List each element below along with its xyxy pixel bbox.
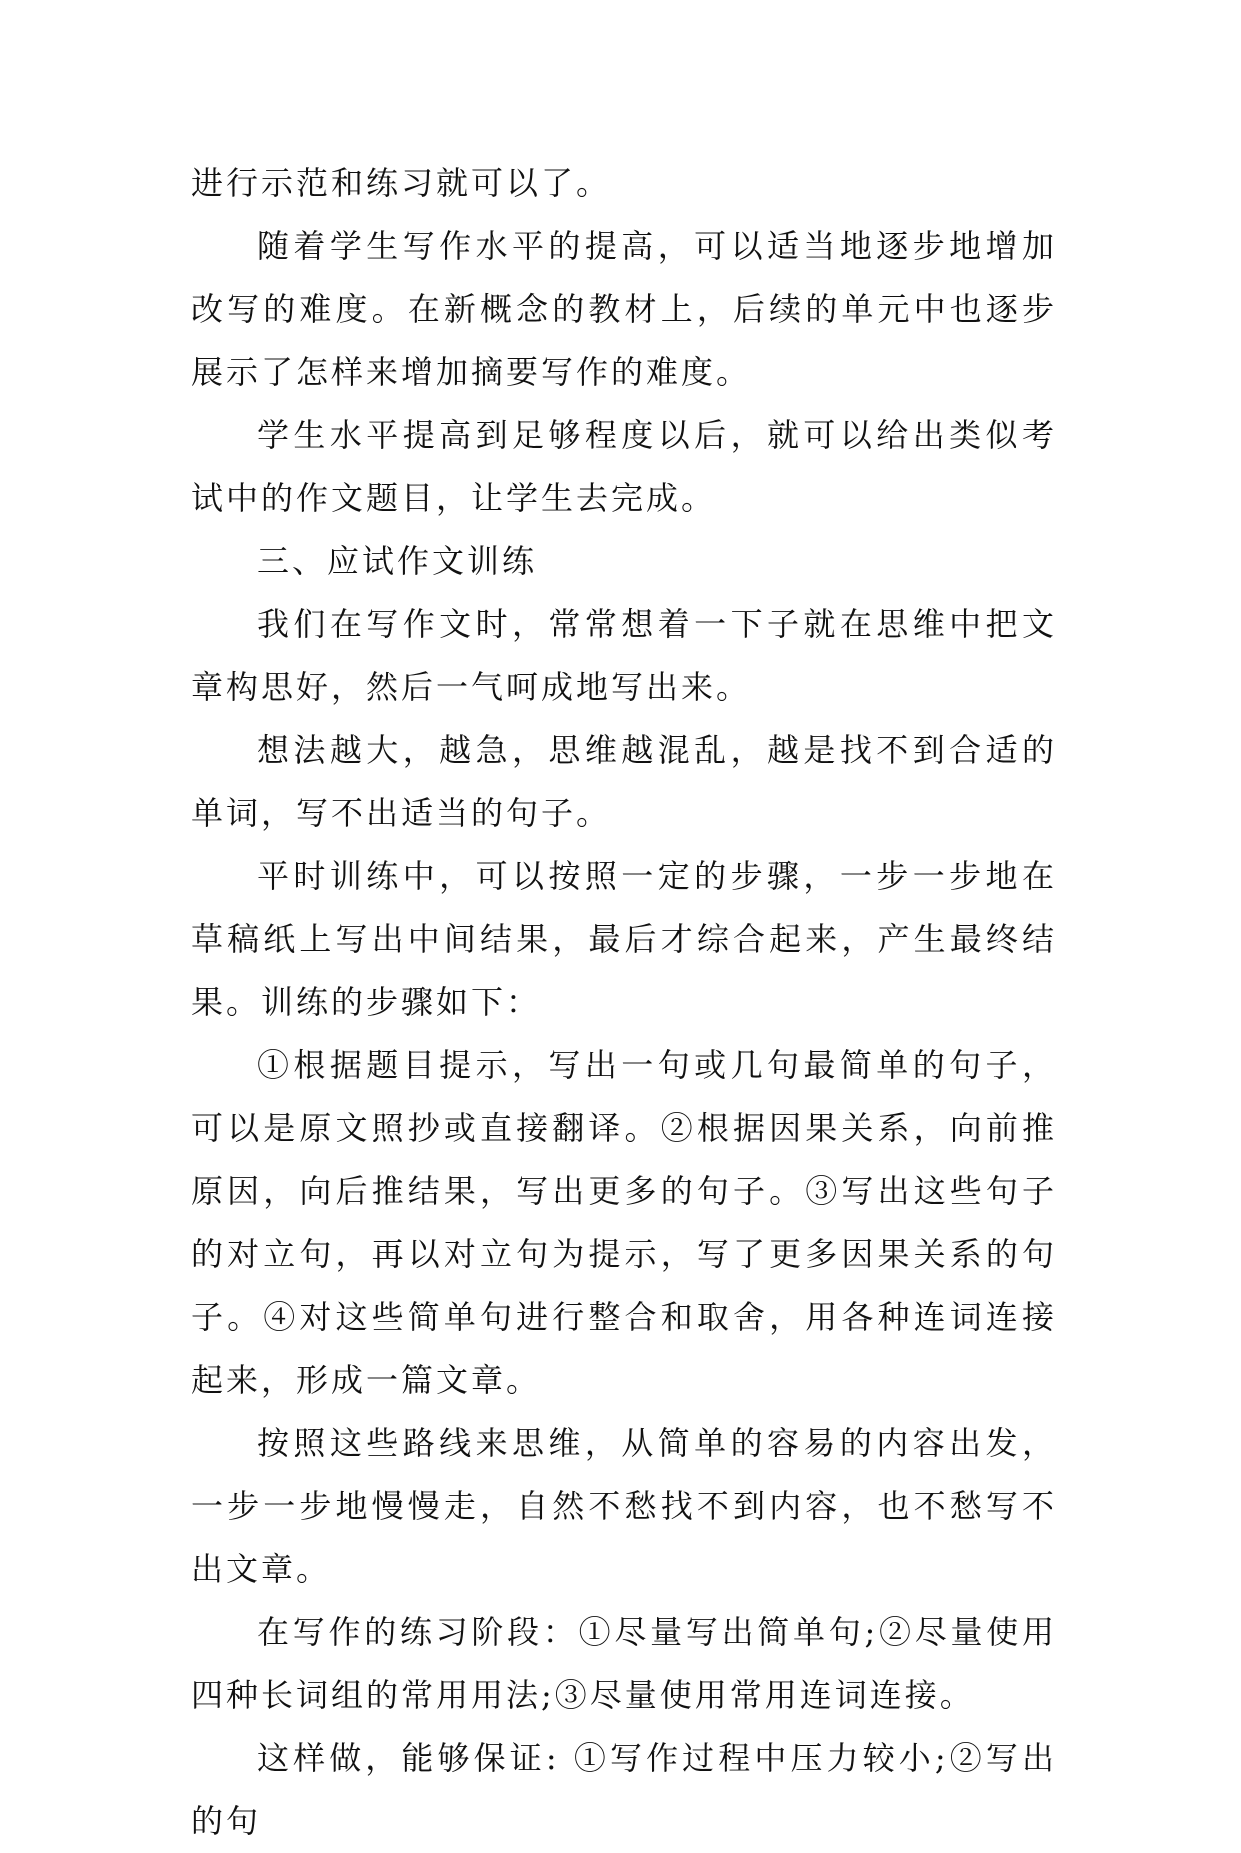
paragraph-3: 学生水平提高到足够程度以后，就可以给出类似考试中的作文题目，让学生去完成。	[191, 416, 1057, 517]
body-text	[191, 152, 1057, 1853]
paragraph-1: 进行示范和练习就可以了。	[191, 164, 612, 202]
paragraph-9: 按照这些路线来思维，从简单的容易的内容出发，一步一步地慢慢走，自然不愁找不到内容，也不愁写不出文章。	[191, 1424, 1057, 1588]
paragraph-6: 想法越大，越急，思维越混乱，越是找不到合适的单词，写不出适当的句子。	[191, 731, 1057, 832]
paragraph-5: 我们在写作文时，常常想着一下子就在思维中把文章构思好，然后一气呵成地写出来。	[191, 605, 1057, 706]
paragraph-7: 平时训练中，可以按照一定的步骤，一步一步地在草稿纸上写出中间结果，最后才综合起来，产生最终结果。训练的步骤如下：	[191, 857, 1057, 1021]
section-heading: 三、应试作文训练	[257, 542, 538, 580]
paragraph-2: 随着学生写作水平的提高，可以适当地逐步地增加改写的难度。在新概念的教材上，后续的单元中也逐步展示了怎样来增加摘要写作的难度。	[191, 227, 1057, 391]
paragraph-steps: ①根据题目提示，写出一句或几句最简单的句子，可以是原文照抄或直接翻译。②根据因果关系，向前推原因，向后推结果，写出更多的句子。③写出这些句子的对立句，再以对立句为提示，写了更多因果关系的句子。④对这些简单句进行整合和取舍，用各种连词连接起来，形成一篇文章。	[191, 1046, 1057, 1399]
paragraph-11: 这样做，能够保证: ①写作过程中压力较小;②写出的句	[191, 1739, 1057, 1840]
paragraph-10: 在写作的练习阶段：①尽量写出简单句;②尽量使用四种长词组的常用用法;③尽量使用常用连词连接。	[191, 1613, 1057, 1714]
